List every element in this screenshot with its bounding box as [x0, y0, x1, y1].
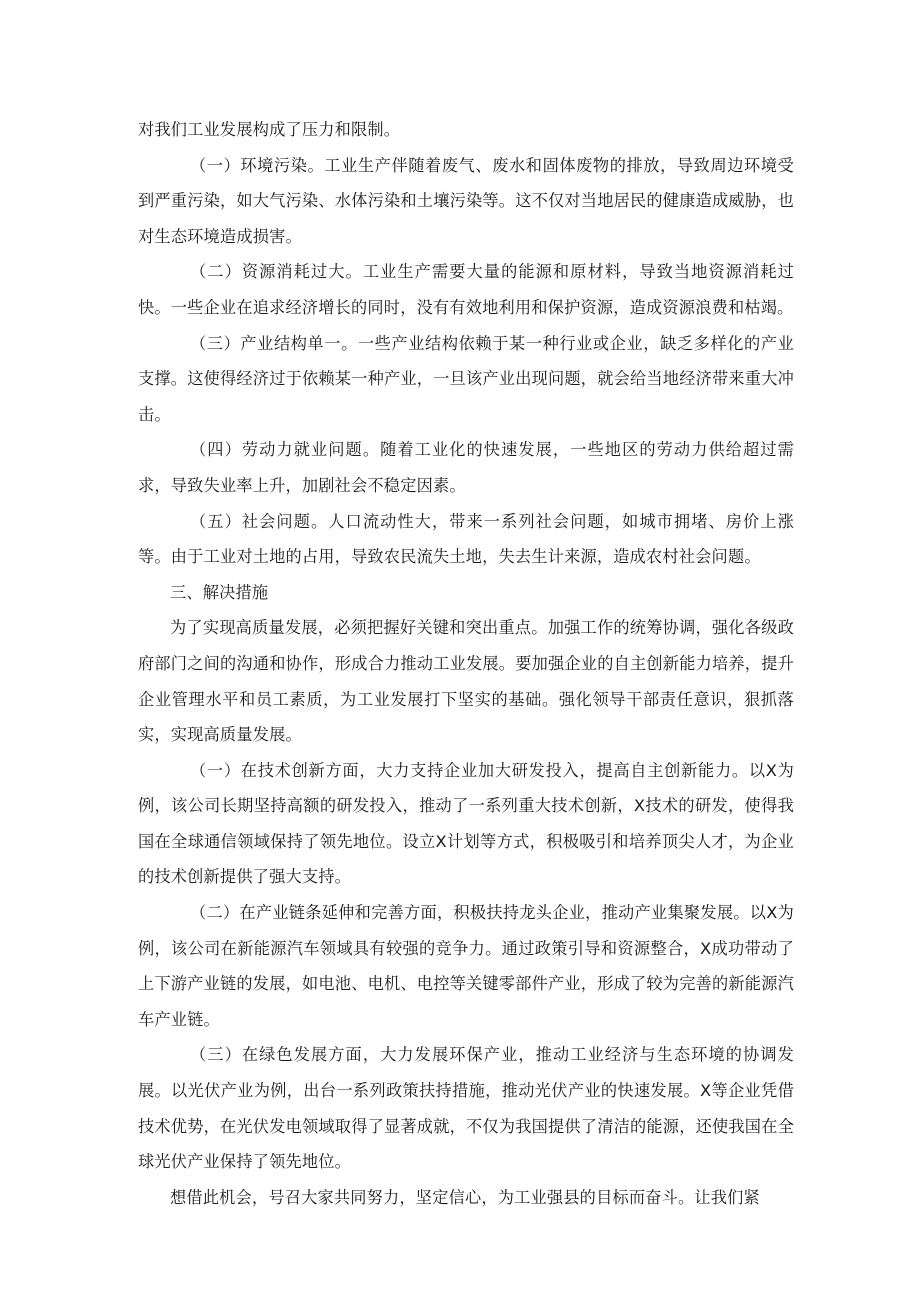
paragraph-environment-pollution: （一）环境污染。工业生产伴随着废气、废水和固体废物的排放，导致周边环境受到严重污染，如大气污染、水体污染和土壤污染等。这不仅对当地居民的健康造成威胁，也对生态环境造成损害。	[138, 155, 794, 246]
paragraph-labor-employment: （四）劳动力就业问题。随着工业化的快速发展，一些地区的劳动力供给超过需求，导致失业率上升，加剧社会不稳定因素。	[138, 440, 794, 495]
paragraph-social-issues: （五）社会问题。人口流动性大，带来一系列社会问题，如城市拥堵、房价上涨等。由于工业对土地的占用，导致农民流失土地，失去生计来源，造成农村社会问题。	[138, 511, 794, 567]
paragraph-industrial-structure: （三）产业结构单一。一些产业结构依赖于某一种行业或企业，缺乏多样化的产业支撑。这使得经济过于依赖某一种产业，一旦该产业出现问题，就会给当地经济带来重大冲击。	[138, 333, 794, 424]
section-heading-solutions: 三、解决措施	[170, 582, 269, 602]
paragraph-continuation: 对我们工业发展构成了压力和限制。	[138, 120, 401, 139]
paragraph-solutions-intro: 为了实现高质量发展，必须把握好关键和突出重点。加强工作的统筹协调，强化各级政府部门之间的沟通和协作，形成合力推动工业发展。要加强企业的自主创新能力培养，提升企业管理水平和员工素质，为工业发展打下坚实的基础。强化领导干部责任意识，狠抓落实，实现高质量发展。	[138, 618, 794, 745]
paragraph-closing-call: 想借此机会，号召大家共同努力，坚定信心，为工业强县的目标而奋斗。让我们紧	[170, 1187, 760, 1207]
paragraph-resource-consumption: （二）资源消耗过大。工业生产需要大量的能源和原材料，导致当地资源消耗过快。一些企业在追求经济增长的同时，没有有效地利用和保护资源，造成资源浪费和枯竭。	[138, 262, 794, 317]
document-page	[138, 112, 794, 1215]
paragraph-green-development: （三）在绿色发展方面，大力发展环保产业，推动工业经济与生态环境的协调发展。以光伏产业为例，出台一系列政策扶持措施，推动光伏产业的快速发展。X等企业凭借技术优势，在光伏发电领域取得了显著成就，不仅为我国提供了清洁的能源，还使我国在全球光伏产业保持了领先地位。	[138, 1045, 794, 1172]
paragraph-tech-innovation: （一）在技术创新方面，大力支持企业加大研发投入，提高自主创新能力。以X为例，该公司长期坚持高额的研发投入，推动了一系列重大技术创新，X技术的研发，使得我国在全球通信领域保持了领先地位。设立X计划等方式，积极吸引和培养顶尖人才，为企业的技术创新提供了强大支持。	[138, 760, 794, 887]
paragraph-industry-chain: （二）在产业链条延伸和完善方面，积极扶持龙头企业，推动产业集聚发展。以X为例，该公司在新能源汽车领域具有较强的竞争力。通过政策引导和资源整合，X成功带动了上下游产业链的发展，如电池、电机、电控等关键零部件产业，形成了较为完善的新能源汽车产业链。	[138, 903, 794, 1029]
